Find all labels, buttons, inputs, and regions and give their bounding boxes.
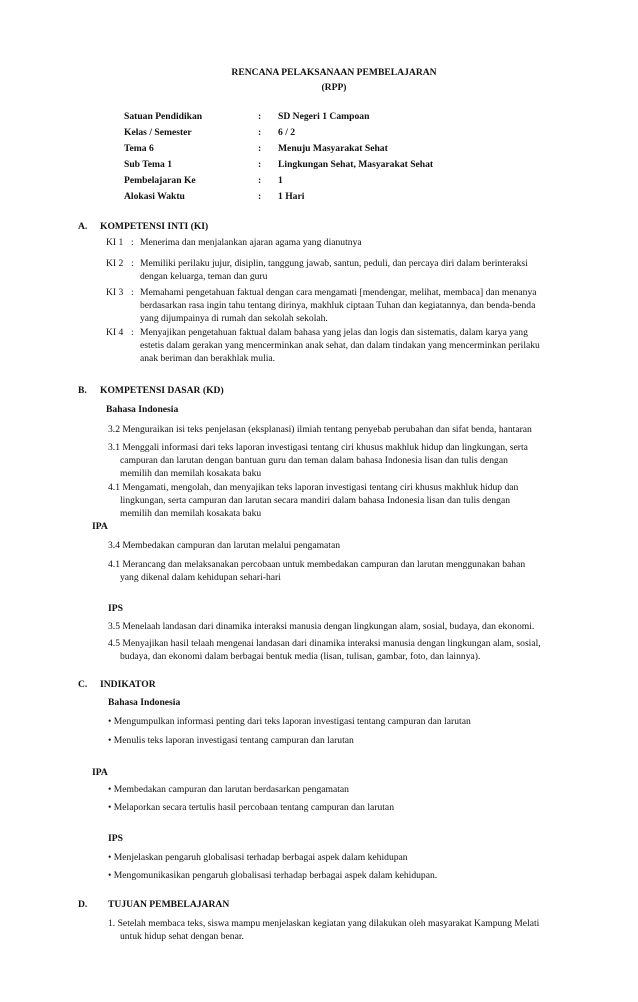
ki-colon: : [131, 258, 134, 269]
document-title: RENCANA PELAKSANAAN PEMBELAJARAN [231, 67, 437, 78]
identity-label: Satuan Pendidikan [124, 111, 203, 122]
kd-item [108, 620, 594, 633]
indicator-item: • Mengomunikasikan pengaruh globalisasi terhadap berbagai aspek dalam kehidupan. [108, 870, 438, 881]
kd-line: budaya, dan ekonomi dalam berbagai bentuk media (lisan, tulisan, gambar, foto, dan lainnya). [120, 651, 481, 662]
identity-value: 1 [278, 175, 283, 186]
kd-line: memilih dan memilah kosakata baku [120, 468, 262, 479]
objective-item [108, 917, 594, 943]
kd-item [108, 423, 594, 436]
kd-line: 3.5 Menelaah landasan dari dinamika interaksi manusia dengan lingkungan alam, sosial, budaya, dan ekonomi. [108, 621, 535, 632]
section-number: C. [78, 679, 88, 690]
section-title: INDIKATOR [100, 679, 156, 690]
kd-line: 4.5 Menyajikan hasil telaah mengenai landasan dari dinamika interaksi manusia dengan lingkungan alam, sosial, [108, 638, 541, 649]
kd-line: lingkungan, serta campuran dan larutan secara mandiri dalam bahasa Indonesia lisan dan tulis dengan [120, 495, 511, 506]
subject-heading-bahasa: Bahasa Indonesia [106, 404, 179, 415]
ki-line: Menyajikan pengetahuan faktual dalam bahasa yang jelas dan logis dan sistematis, dalam karya yang [140, 327, 528, 338]
subject-heading-bahasa: Bahasa Indonesia [108, 697, 181, 708]
identity-colon: : [258, 191, 262, 202]
section-title: TUJUAN PEMBELAJARAN [108, 899, 230, 910]
identity-label: Tema 6 [124, 143, 154, 154]
subject-heading-ips: IPS [108, 833, 123, 844]
identity-value: 1 Hari [278, 191, 305, 202]
ki-line: dengan keluarga, teman dan guru [140, 271, 268, 282]
kd-item [108, 637, 594, 663]
section-number: A. [78, 221, 88, 232]
indicator-item: • Menulis teks laporan investigasi tentang campuran dan larutan [108, 735, 354, 746]
section-number: D. [78, 899, 88, 910]
identity-value: 6 / 2 [278, 127, 296, 138]
identity-label: Sub Tema 1 [124, 159, 172, 170]
kd-item [108, 539, 594, 552]
ki-colon: : [131, 327, 134, 338]
section-title: KOMPETENSI DASAR (KD) [100, 385, 224, 396]
ki-line: Menerima dan menjalankan ajaran agama yang dianutnya [140, 237, 362, 248]
objective-line: untuk hidup sehat dengan benar. [120, 931, 244, 942]
ki-code: KI 4 [106, 327, 124, 338]
ki-line: anak beriman dan berakhlak mulia. [140, 353, 276, 364]
indicator-item: • Mengumpulkan informasi penting dari teks laporan investigasi tentang campuran dan larutan [108, 716, 471, 727]
kd-line: 3.2 Menguraikan isi teks penjelasan (eksplanasi) ilmiah tentang penyebab perubahan dan sifat benda, hantaran [108, 424, 532, 435]
identity-label: Pembelajaran Ke [124, 175, 196, 186]
ki-text [140, 326, 596, 365]
kd-line: 4.1 Merancang dan melaksanakan percobaan untuk membedakan campuran dan larutan menggunakan bahan [108, 559, 526, 570]
subject-heading-ips: IPS [108, 603, 123, 614]
ki-line: Memiliki perilaku jujur, disiplin, tanggung jawab, santun, peduli, dan percaya diri dalam berinteraksi [140, 258, 528, 269]
indicator-item: • Menjelaskan pengaruh globalisasi terhadap berbagai aspek dalam kehidupan [108, 852, 408, 863]
identity-colon: : [258, 159, 262, 170]
kd-item [108, 558, 594, 584]
ki-code: KI 3 [106, 287, 124, 298]
subject-heading-ipa: IPA [92, 521, 108, 532]
identity-colon: : [258, 111, 262, 122]
kd-line: campuran dan larutan dengan bantuan guru dan teman dalam bahasa Indonesia lisan dan tulis dengan [120, 455, 508, 466]
ki-line: yang dijumpainya di rumah dan sekolah sekolah. [140, 313, 328, 324]
ki-colon: : [131, 287, 134, 298]
ki-line: Memahami pengetahuan faktual dengan cara mengamati [mendengar, melihat, membaca] dan menanya [140, 287, 537, 298]
section-d-heading [78, 898, 229, 911]
section-title: KOMPETENSI INTI (KI) [100, 221, 209, 232]
identity-value: SD Negeri 1 Campoan [278, 111, 370, 122]
kd-line: 3.4 Membedakan campuran dan larutan melalui pengamatan [108, 540, 341, 551]
subject-heading-ipa: IPA [92, 767, 108, 778]
document-subtitle: (RPP) [321, 82, 347, 93]
identity-value: Lingkungan Sehat, Masyarakat Sehat [278, 159, 434, 170]
identity-colon: : [258, 143, 262, 154]
kd-line: memilih dan memilah kosakata baku [120, 508, 262, 519]
ki-text [140, 257, 596, 283]
ki-line: berdasarkan rasa ingin tahu tentang dirinya, makhluk ciptaan Tuhan dan kegiatannya, dan benda-benda [140, 300, 536, 311]
section-c-heading [78, 678, 156, 691]
ki-line: estetis dalam gerakan yang mencerminkan anak sehat, dan dalam tindakan yang mencerminkan perilaku [140, 340, 540, 351]
indicator-item: • Membedakan campuran dan larutan berdasarkan pengamatan [108, 784, 349, 795]
ki-colon: : [131, 237, 134, 248]
identity-colon: : [258, 127, 262, 138]
ki-text [140, 286, 596, 325]
section-number: B. [78, 385, 87, 396]
ki-code: KI 1 [106, 237, 124, 248]
identity-value: Menuju Masyarakat Sehat [278, 143, 388, 154]
kd-line: 3.1 Menggali informasi dari teks laporan investigasi tentang ciri khusus makhluk hidup dan lingkungan, serta [108, 442, 528, 453]
kd-item [108, 441, 594, 480]
ki-code: KI 2 [106, 258, 124, 269]
kd-line: 4.1 Mengamati, mengolah, dan menyajikan teks laporan investigasi tentang ciri khusus makhluk hidup dan [108, 482, 519, 493]
identity-colon: : [258, 175, 262, 186]
identity-label: Alokasi Waktu [124, 191, 185, 202]
indicator-item: • Melaporkan secara tertulis hasil percobaan tentang campuran dan larutan [108, 802, 394, 813]
section-a-heading [78, 220, 208, 233]
identity-label: Kelas / Semester [124, 127, 192, 138]
ki-text [140, 236, 596, 249]
kd-line: yang dikenal dalam kehidupan sehari-hari [120, 572, 281, 583]
objective-line: 1. Setelah membaca teks, siswa mampu menjelaskan kegiatan yang dilakukan oleh masyarakat Kampung Melati [108, 918, 540, 929]
kd-item [108, 481, 594, 520]
section-b-heading [78, 384, 224, 397]
